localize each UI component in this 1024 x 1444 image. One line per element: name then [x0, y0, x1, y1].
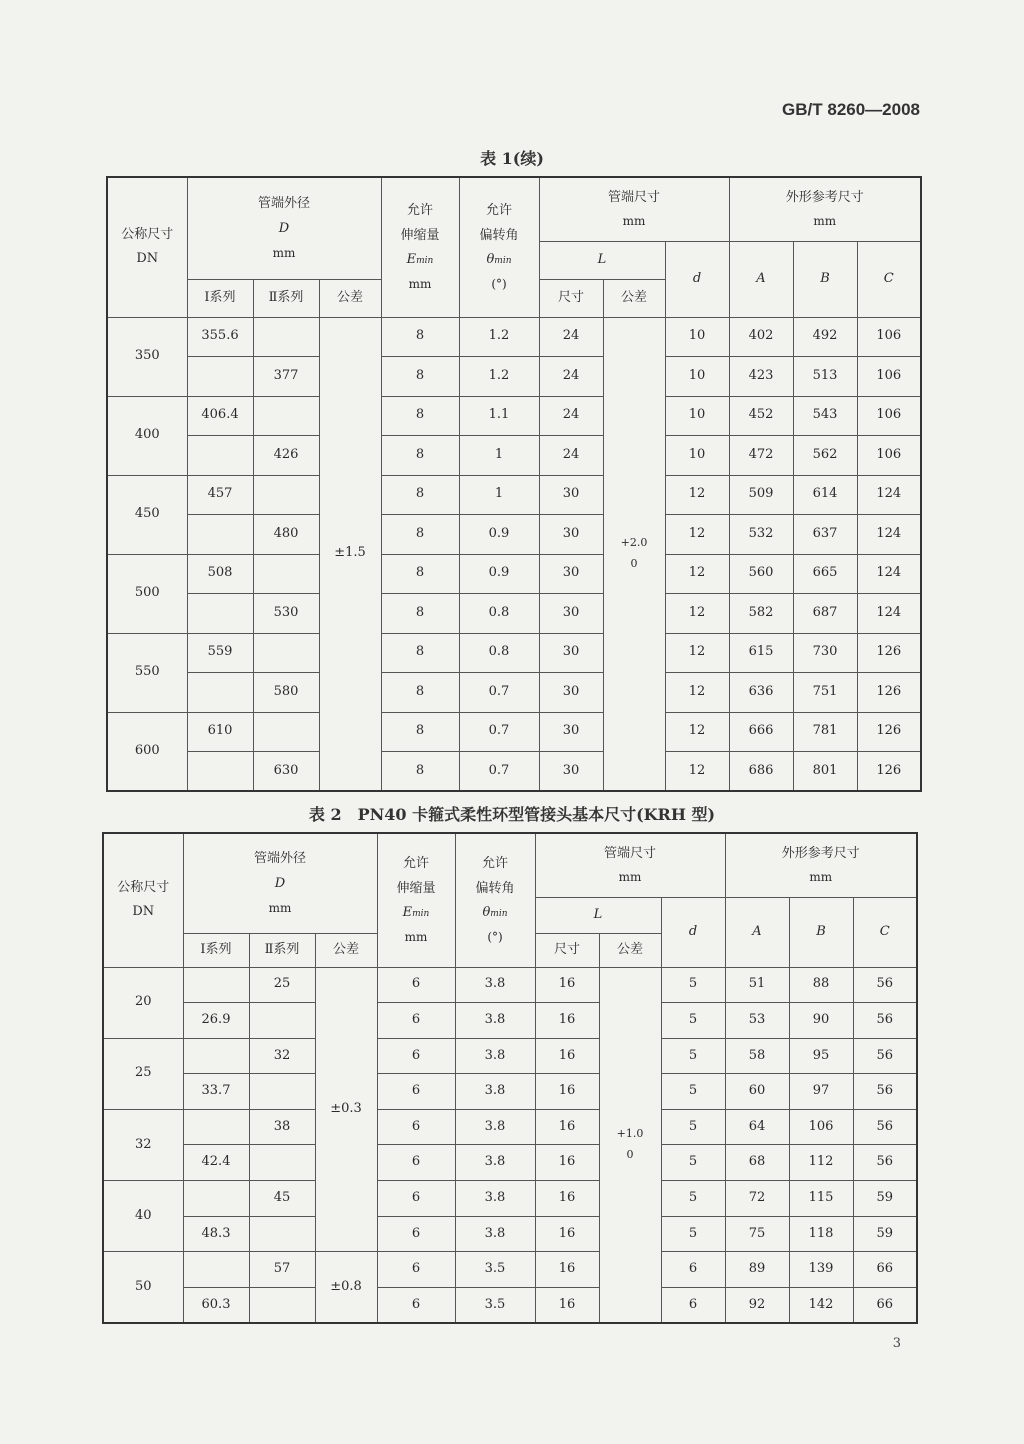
expansion-header: 允许 伸缩量 Emin mm: [377, 833, 455, 967]
b-value: 801: [793, 752, 857, 792]
l-tolerance-header: 公差: [603, 279, 665, 317]
series2-value: 38: [249, 1109, 315, 1145]
c-value: 126: [857, 633, 921, 673]
series2-value: [253, 712, 319, 752]
c-value: 59: [853, 1181, 917, 1217]
table-row: [103, 1145, 917, 1181]
d-value: 12: [665, 633, 729, 673]
d-value: 5: [661, 967, 725, 1003]
c-value: 56: [853, 967, 917, 1003]
series2-value: 580: [253, 673, 319, 713]
table-row: [107, 396, 921, 436]
l-size-value: 24: [539, 357, 603, 397]
l-size-value: 24: [539, 396, 603, 436]
c-value: 126: [857, 752, 921, 792]
series2-value: 530: [253, 594, 319, 634]
series2-value: 426: [253, 436, 319, 476]
l-size-value: 30: [539, 594, 603, 634]
a-value: 64: [725, 1109, 789, 1145]
c-value: 66: [853, 1287, 917, 1323]
deflection-value: 3.5: [455, 1252, 535, 1288]
expansion-value: 8: [381, 554, 459, 594]
c-value: 124: [857, 515, 921, 555]
b-value: 139: [789, 1252, 853, 1288]
dn-value: 50: [103, 1252, 183, 1323]
a-value: 89: [725, 1252, 789, 1288]
table1-caption: 表 1(续): [480, 149, 544, 168]
series1-value: [187, 436, 253, 476]
a-value: 60: [725, 1074, 789, 1110]
d-header: d: [665, 241, 729, 317]
d-value: 12: [665, 554, 729, 594]
deflection-value: 3.8: [455, 1216, 535, 1252]
series2-value: 25: [249, 967, 315, 1003]
expansion-value: 8: [381, 752, 459, 792]
deflection-value: 1.1: [459, 396, 539, 436]
dn-value: 400: [107, 396, 187, 475]
d-tolerance-header: 公差: [315, 933, 377, 967]
d-value: 12: [665, 594, 729, 634]
outer-diameter-header: 管端外径 D mm: [183, 833, 377, 933]
d-value: 6: [661, 1287, 725, 1323]
c-value: 126: [857, 712, 921, 752]
a-value: 72: [725, 1181, 789, 1217]
b-value: 112: [789, 1145, 853, 1181]
deflection-value: 0.7: [459, 673, 539, 713]
pipe-end-header: 管端尺寸 mm: [535, 833, 725, 897]
l-size-value: 24: [539, 436, 603, 476]
series1-value: [187, 752, 253, 792]
d-value: 5: [661, 1216, 725, 1252]
d-value: 6: [661, 1252, 725, 1288]
series2-value: 32: [249, 1038, 315, 1074]
series2-value: 377: [253, 357, 319, 397]
expansion-value: 8: [381, 396, 459, 436]
table-row: [103, 1181, 917, 1217]
expansion-value: 6: [377, 967, 455, 1003]
d-tolerance-value: ±0.8: [315, 1252, 377, 1323]
b-header: B: [789, 897, 853, 967]
table-row: [103, 1252, 917, 1288]
b-header: B: [793, 241, 857, 317]
table-row: [107, 515, 921, 555]
expansion-value: 8: [381, 436, 459, 476]
series1-value: 406.4: [187, 396, 253, 436]
c-value: 56: [853, 1145, 917, 1181]
l-size-value: 30: [539, 752, 603, 792]
l-size-header: 尺寸: [535, 933, 599, 967]
series1-value: [187, 673, 253, 713]
d-value: 10: [665, 357, 729, 397]
b-value: 88: [789, 967, 853, 1003]
deflection-value: 1.2: [459, 317, 539, 357]
expansion-value: 8: [381, 357, 459, 397]
deflection-value: 0.8: [459, 633, 539, 673]
deflection-value: 3.8: [455, 1181, 535, 1217]
d-value: 12: [665, 752, 729, 792]
series1-value: 26.9: [183, 1003, 249, 1039]
expansion-value: 8: [381, 475, 459, 515]
b-value: 97: [789, 1074, 853, 1110]
table-row: [107, 633, 921, 673]
series2-value: [253, 475, 319, 515]
c-header: C: [853, 897, 917, 967]
series2-value: [249, 1003, 315, 1039]
series2-value: [249, 1145, 315, 1181]
l-size-value: 16: [535, 1074, 599, 1110]
series2-header: Ⅱ系列: [249, 933, 315, 967]
c-value: 124: [857, 475, 921, 515]
l-size-value: 30: [539, 673, 603, 713]
table-row: [103, 1038, 917, 1074]
a-value: 92: [725, 1287, 789, 1323]
series1-value: 559: [187, 633, 253, 673]
series1-value: 33.7: [183, 1074, 249, 1110]
table-row: [107, 357, 921, 397]
series1-value: 610: [187, 712, 253, 752]
dn-value: 600: [107, 712, 187, 791]
l-size-value: 30: [539, 475, 603, 515]
series1-header: Ⅰ系列: [187, 279, 253, 317]
d-header: d: [661, 897, 725, 967]
a-value: 53: [725, 1003, 789, 1039]
table-row: [107, 436, 921, 476]
table-row: [107, 752, 921, 792]
c-value: 124: [857, 554, 921, 594]
table-row: [107, 317, 921, 357]
b-value: 781: [793, 712, 857, 752]
deflection-value: 3.8: [455, 1003, 535, 1039]
a-header: A: [729, 241, 793, 317]
d-value: 5: [661, 1038, 725, 1074]
series2-value: [253, 554, 319, 594]
expansion-value: 8: [381, 712, 459, 752]
deflection-value: 1: [459, 475, 539, 515]
d-value: 5: [661, 1181, 725, 1217]
series2-value: [253, 317, 319, 357]
expansion-value: 6: [377, 1109, 455, 1145]
series1-header: Ⅰ系列: [183, 933, 249, 967]
a-value: 452: [729, 396, 793, 436]
series2-value: [249, 1074, 315, 1110]
d-tolerance-value: ±1.5: [319, 317, 381, 791]
series2-value: [249, 1287, 315, 1323]
b-value: 142: [789, 1287, 853, 1323]
expansion-value: 8: [381, 594, 459, 634]
l-size-value: 30: [539, 515, 603, 555]
deflection-value: 0.9: [459, 554, 539, 594]
a-value: 58: [725, 1038, 789, 1074]
dn-header: 公称尺寸 DN: [103, 833, 183, 967]
series1-value: [183, 1181, 249, 1217]
expansion-value: 6: [377, 1038, 455, 1074]
b-value: 562: [793, 436, 857, 476]
d-value: 10: [665, 317, 729, 357]
l-tolerance-value: +1.0 0: [599, 967, 661, 1323]
a-value: 532: [729, 515, 793, 555]
deflection-value: 0.7: [459, 712, 539, 752]
expansion-value: 6: [377, 1145, 455, 1181]
deflection-value: 3.8: [455, 1038, 535, 1074]
dn-value: 450: [107, 475, 187, 554]
expansion-value: 6: [377, 1216, 455, 1252]
table-row: [107, 673, 921, 713]
a-value: 68: [725, 1145, 789, 1181]
series2-header: Ⅱ系列: [253, 279, 319, 317]
expansion-value: 6: [377, 1252, 455, 1288]
l-tolerance-header: 公差: [599, 933, 661, 967]
b-value: 665: [793, 554, 857, 594]
deflection-value: 0.9: [459, 515, 539, 555]
table2: [102, 832, 918, 1324]
l-header: L: [535, 897, 661, 933]
expansion-value: 8: [381, 515, 459, 555]
deflection-value: 0.7: [459, 752, 539, 792]
l-size-value: 16: [535, 1109, 599, 1145]
d-value: 5: [661, 1003, 725, 1039]
table-row: [103, 1287, 917, 1323]
table-row: [103, 1003, 917, 1039]
b-value: 751: [793, 673, 857, 713]
a-value: 509: [729, 475, 793, 515]
d-value: 5: [661, 1074, 725, 1110]
a-value: 51: [725, 967, 789, 1003]
c-value: 106: [857, 317, 921, 357]
series1-value: [187, 515, 253, 555]
c-value: 56: [853, 1038, 917, 1074]
d-value: 12: [665, 712, 729, 752]
series1-value: [183, 1252, 249, 1288]
b-value: 637: [793, 515, 857, 555]
deflection-value: 3.8: [455, 1109, 535, 1145]
deflection-value: 1.2: [459, 357, 539, 397]
l-tolerance-value: +2.0 0: [603, 317, 665, 791]
d-value: 12: [665, 515, 729, 555]
expansion-header: 允许 伸缩量 Emin mm: [381, 177, 459, 317]
series2-value: 480: [253, 515, 319, 555]
b-value: 90: [789, 1003, 853, 1039]
expansion-value: 8: [381, 633, 459, 673]
deflection-value: 3.5: [455, 1287, 535, 1323]
d-tolerance-value: ±0.3: [315, 967, 377, 1252]
table1: [106, 176, 922, 792]
series2-value: 45: [249, 1181, 315, 1217]
b-value: 115: [789, 1181, 853, 1217]
outer-diameter-header: 管端外径 D mm: [187, 177, 381, 279]
dn-value: 25: [103, 1038, 183, 1109]
a-header: A: [725, 897, 789, 967]
l-size-value: 16: [535, 1145, 599, 1181]
b-value: 730: [793, 633, 857, 673]
a-value: 472: [729, 436, 793, 476]
table-row: [107, 712, 921, 752]
deflection-value: 3.8: [455, 967, 535, 1003]
dn-value: 550: [107, 633, 187, 712]
l-size-value: 30: [539, 633, 603, 673]
dn-value: 500: [107, 554, 187, 633]
l-size-value: 16: [535, 1181, 599, 1217]
table-row: [107, 554, 921, 594]
l-size-value: 16: [535, 1287, 599, 1323]
b-value: 492: [793, 317, 857, 357]
series1-value: 60.3: [183, 1287, 249, 1323]
series1-value: 48.3: [183, 1216, 249, 1252]
a-value: 666: [729, 712, 793, 752]
series1-value: [187, 357, 253, 397]
expansion-value: 8: [381, 317, 459, 357]
expansion-value: 6: [377, 1287, 455, 1323]
deflection-value: 3.8: [455, 1145, 535, 1181]
d-tolerance-header: 公差: [319, 279, 381, 317]
table-row: [107, 594, 921, 634]
b-value: 118: [789, 1216, 853, 1252]
c-value: 56: [853, 1074, 917, 1110]
l-size-value: 16: [535, 967, 599, 1003]
expansion-value: 6: [377, 1181, 455, 1217]
b-value: 513: [793, 357, 857, 397]
series1-value: 457: [187, 475, 253, 515]
c-header: C: [857, 241, 921, 317]
b-value: 106: [789, 1109, 853, 1145]
series1-value: [183, 1109, 249, 1145]
series2-value: 630: [253, 752, 319, 792]
series2-value: 57: [249, 1252, 315, 1288]
table-row: [103, 967, 917, 1003]
c-value: 106: [857, 357, 921, 397]
deflection-value: 1: [459, 436, 539, 476]
series1-value: 42.4: [183, 1145, 249, 1181]
series1-value: [183, 1038, 249, 1074]
table-row: [107, 475, 921, 515]
expansion-value: 6: [377, 1074, 455, 1110]
table2-caption: 表 2 PN40 卡箍式柔性环型管接头基本尺寸(KRH 型): [308, 805, 716, 824]
series1-value: [187, 594, 253, 634]
l-size-value: 16: [535, 1038, 599, 1074]
pipe-end-header: 管端尺寸 mm: [539, 177, 729, 241]
c-value: 124: [857, 594, 921, 634]
d-value: 12: [665, 673, 729, 713]
dn-value: 20: [103, 967, 183, 1038]
b-value: 543: [793, 396, 857, 436]
series1-value: 508: [187, 554, 253, 594]
b-value: 614: [793, 475, 857, 515]
a-value: 402: [729, 317, 793, 357]
deflection-value: 3.8: [455, 1074, 535, 1110]
table-row: [103, 1216, 917, 1252]
c-value: 59: [853, 1216, 917, 1252]
series2-value: [253, 633, 319, 673]
c-value: 106: [857, 436, 921, 476]
d-value: 12: [665, 475, 729, 515]
reference-dims-header: 外形参考尺寸 mm: [729, 177, 921, 241]
a-value: 615: [729, 633, 793, 673]
dn-header: 公称尺寸 DN: [107, 177, 187, 317]
c-value: 66: [853, 1252, 917, 1288]
d-value: 10: [665, 436, 729, 476]
c-value: 126: [857, 673, 921, 713]
deflection-header: 允许 偏转角 θmin (°): [459, 177, 539, 317]
dn-value: 350: [107, 317, 187, 396]
d-value: 5: [661, 1145, 725, 1181]
l-size-value: 16: [535, 1216, 599, 1252]
l-size-value: 24: [539, 317, 603, 357]
l-size-value: 16: [535, 1252, 599, 1288]
series2-value: [249, 1216, 315, 1252]
l-size-header: 尺寸: [539, 279, 603, 317]
standard-number: GB/T 8260—2008: [782, 100, 920, 119]
a-value: 582: [729, 594, 793, 634]
table-row: [103, 1074, 917, 1110]
a-value: 686: [729, 752, 793, 792]
series1-value: 355.6: [187, 317, 253, 357]
page-number: 3: [892, 1336, 901, 1351]
b-value: 95: [789, 1038, 853, 1074]
reference-dims-header: 外形参考尺寸 mm: [725, 833, 917, 897]
a-value: 423: [729, 357, 793, 397]
series2-value: [253, 396, 319, 436]
deflection-header: 允许 偏转角 θmin (°): [455, 833, 535, 967]
expansion-value: 8: [381, 673, 459, 713]
a-value: 75: [725, 1216, 789, 1252]
c-value: 56: [853, 1003, 917, 1039]
expansion-value: 6: [377, 1003, 455, 1039]
dn-value: 40: [103, 1181, 183, 1252]
c-value: 106: [857, 396, 921, 436]
d-value: 10: [665, 396, 729, 436]
table-row: [103, 1109, 917, 1145]
a-value: 636: [729, 673, 793, 713]
dn-value: 32: [103, 1109, 183, 1180]
c-value: 56: [853, 1109, 917, 1145]
l-size-value: 16: [535, 1003, 599, 1039]
series1-value: [183, 967, 249, 1003]
d-value: 5: [661, 1109, 725, 1145]
l-size-value: 30: [539, 712, 603, 752]
deflection-value: 0.8: [459, 594, 539, 634]
a-value: 560: [729, 554, 793, 594]
l-size-value: 30: [539, 554, 603, 594]
l-header: L: [539, 241, 665, 279]
b-value: 687: [793, 594, 857, 634]
